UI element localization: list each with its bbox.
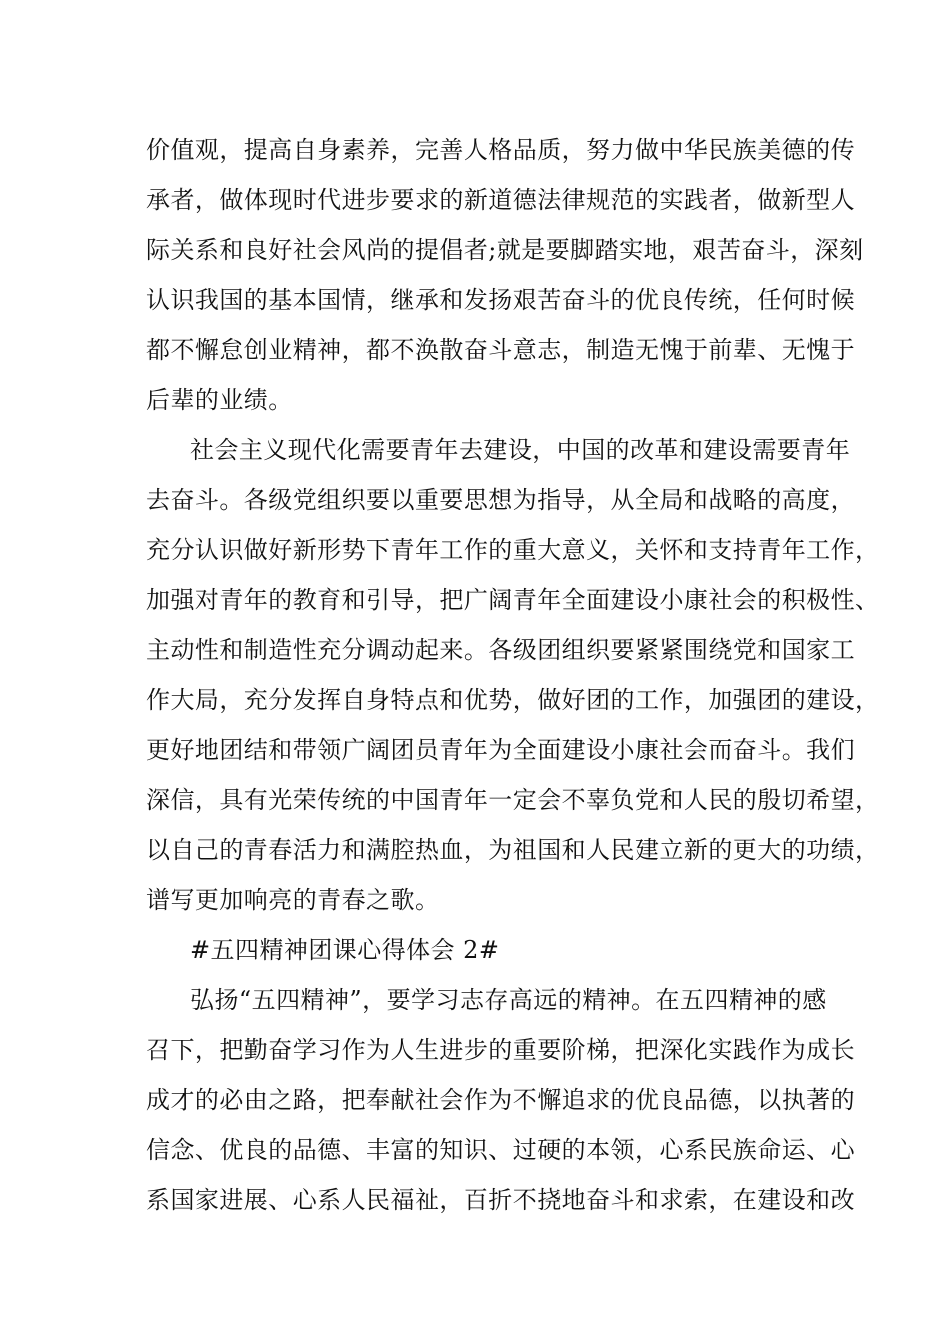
paragraph-3-line-5: 系国家进展、心系人民福祉，百折不挠地奋斗和求索，在建设和改 <box>146 1186 856 1214</box>
paragraph-2-line-7: 更好地团结和带领广阔团员青年为全面建设小康社会而奋斗。我们 <box>146 736 856 764</box>
paragraph-2-line-9: 以自己的青春活力和满腔热血，为祖国和人民建立新的更大的功绩， <box>146 836 880 864</box>
paragraph-1-line-5: 都不懈怠创业精神，都不涣散奋斗意志，制造无愧于前辈、无愧于 <box>146 336 856 364</box>
paragraph-2-line-6: 作大局，充分发挥自身特点和优势，做好团的工作，加强团的建设， <box>146 686 880 714</box>
paragraph-3-line-4: 信念、优良的品德、丰富的知识、过硬的本领，心系民族命运、心 <box>146 1136 856 1164</box>
paragraph-2-line-3: 充分认识做好新形势下青年工作的重大意义，关怀和支持青年工作， <box>146 536 880 564</box>
paragraph-2-line-4: 加强对青年的教育和引导，把广阔青年全面建设小康社会的积极性、 <box>146 586 880 614</box>
paragraph-1-line-6: 后辈的业绩。 <box>146 386 293 414</box>
paragraph-1-line-4: 认识我国的基本国情，继承和发扬艰苦奋斗的优良传统，任何时候 <box>146 286 856 314</box>
paragraph-1-line-2: 承者，做体现时代进步要求的新道德法律规范的实践者，做新型人 <box>146 186 856 214</box>
paragraph-3-line-2: 召下，把勤奋学习作为人生进步的重要阶梯，把深化实践作为成长 <box>146 1036 856 1064</box>
section-heading: #五四精神团课心得体会 2# <box>190 936 500 964</box>
paragraph-2-line-10: 谱写更加响亮的青春之歌。 <box>146 886 440 914</box>
paragraph-1-line-1: 价值观，提高自身素养，完善人格品质，努力做中华民族美德的传 <box>146 136 856 164</box>
paragraph-2-line-2: 去奋斗。各级党组织要以重要思想为指导，从全局和战略的高度， <box>146 486 856 514</box>
paragraph-3-line-1: 弘扬“五四精神”，要学习志存高远的精神。在五四精神的感 <box>190 986 827 1014</box>
paragraph-2-line-5: 主动性和制造性充分调动起来。各级团组织要紧紧围绕党和国家工 <box>146 636 856 664</box>
paragraph-2-line-1: 社会主义现代化需要青年去建设，中国的改革和建设需要青年 <box>190 436 851 464</box>
paragraph-3-line-3: 成才的必由之路，把奉献社会作为不懈追求的优良品德，以执著的 <box>146 1086 856 1114</box>
paragraph-1-line-3: 际关系和良好社会风尚的提倡者;就是要脚踏实地，艰苦奋斗，深刻 <box>146 236 864 264</box>
paragraph-2-line-8: 深信，具有光荣传统的中国青年一定会不辜负党和人民的殷切希望， <box>146 786 880 814</box>
